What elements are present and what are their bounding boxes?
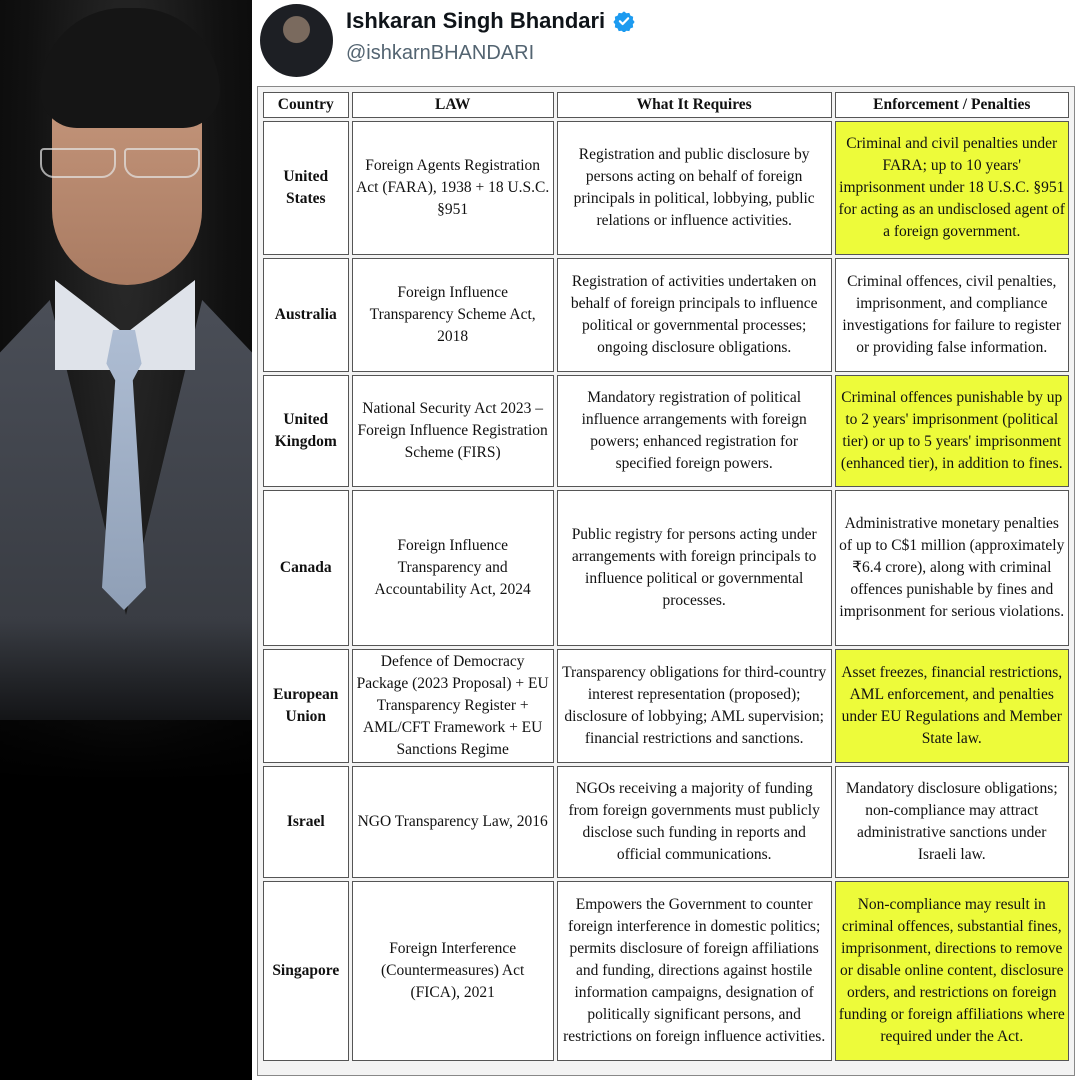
avatar[interactable] [260,4,333,77]
column-header-requires: What It Requires [557,92,832,118]
country-cell: United States [263,121,349,255]
country-cell: Israel [263,766,349,878]
law-cell: NGO Transparency Law, 2016 [352,766,554,878]
penalties-cell: Criminal offences, civil penalties, imprisonment, and compliance investigations for failure to register or providing false information. [835,258,1069,372]
requires-cell: NGOs receiving a majority of funding from foreign governments must publicly disclose such funding in reports and official communications. [557,766,832,878]
requires-cell: Public registry for persons acting under arrangements with foreign principals to influence political or governmental processes. [557,490,832,646]
penalties-cell: Mandatory disclosure obligations; non-compliance may attract administrative sanctions under Israeli law. [835,766,1069,878]
table-header-row [263,92,1069,118]
table-row [263,375,1069,487]
table-row [263,766,1069,878]
table-row [263,121,1069,255]
requires-cell: Transparency obligations for third-country interest representation (proposed); disclosure of lobbying; AML supervision; financial restrictions and sanctions. [557,649,832,763]
country-cell: United Kingdom [263,375,349,487]
country-cell: Singapore [263,881,349,1061]
country-cell: Australia [263,258,349,372]
profile-photo [0,0,252,1080]
name-row [346,8,635,34]
display-name[interactable]: Ishkaran Singh Bhandari [346,8,606,33]
penalties-cell: Non-compliance may result in criminal offences, substantial fines, imprisonment, directions to remove or disable online content, disclosure orders, and restrictions on foreign funding or foreign affiliations where required under the Act. [835,881,1069,1061]
law-cell: Defence of Democracy Package (2023 Proposal) + EU Transparency Register + AML/CFT Framework + EU Sanctions Regime [352,649,554,763]
country-cell: European Union [263,649,349,763]
photo-fade [0,620,252,1080]
law-cell: Foreign Agents Registration Act (FARA), 1938 + 18 U.S.C. §951 [352,121,554,255]
laws-table-image [257,86,1075,1076]
column-header-country: Country [263,92,349,118]
penalties-cell: Asset freezes, financial restrictions, AML enforcement, and penalties under EU Regulations and Member State law. [835,649,1069,763]
tweet-header [252,0,1080,82]
table-row [263,490,1069,646]
table-row [263,649,1069,763]
requires-cell: Registration of activities undertaken on behalf of foreign principals to influence political or governmental processes; ongoing disclosure obligations. [557,258,832,372]
law-cell: Foreign Influence Transparency and Accountability Act, 2024 [352,490,554,646]
column-header-penalties: Enforcement / Penalties [835,92,1069,118]
column-header-law: LAW [352,92,554,118]
country-cell: Canada [263,490,349,646]
requires-cell: Registration and public disclosure by persons acting on behalf of foreign principals in political, lobbying, public relations or influence activities. [557,121,832,255]
penalties-cell: Criminal offences punishable by up to 2 years' imprisonment (political tier) or up to 5 years' imprisonment (enhanced tier), in addition to fines. [835,375,1069,487]
table-row [263,881,1069,1061]
requires-cell: Empowers the Government to counter foreign interference in domestic politics; permits disclosure of foreign affiliations and funding, directions against hostile information campaigns, designation of politically significant persons, and restrictions on foreign influence activities. [557,881,832,1061]
user-handle[interactable]: @ishkarnBHANDARI [346,42,535,64]
foreign-influence-laws-table [260,89,1072,1064]
penalties-cell: Criminal and civil penalties under FARA; up to 10 years' imprisonment under 18 U.S.C. §951 for acting as an undisclosed agent of a foreign government. [835,121,1069,255]
requires-cell: Mandatory registration of political influence arrangements with foreign powers; enhanced registration for specified foreign powers. [557,375,832,487]
law-cell: Foreign Interference (Countermeasures) Act (FICA), 2021 [352,881,554,1061]
glasses [30,148,206,176]
law-cell: Foreign Influence Transparency Scheme Act, 2018 [352,258,554,372]
verified-badge-icon [613,10,635,32]
table-row [263,258,1069,372]
penalties-cell: Administrative monetary penalties of up to C$1 million (approximately ₹6.4 crore), along with criminal offences punishable by fines and imprisonment for serious violations. [835,490,1069,646]
law-cell: National Security Act 2023 – Foreign Influence Registration Scheme (FIRS) [352,375,554,487]
